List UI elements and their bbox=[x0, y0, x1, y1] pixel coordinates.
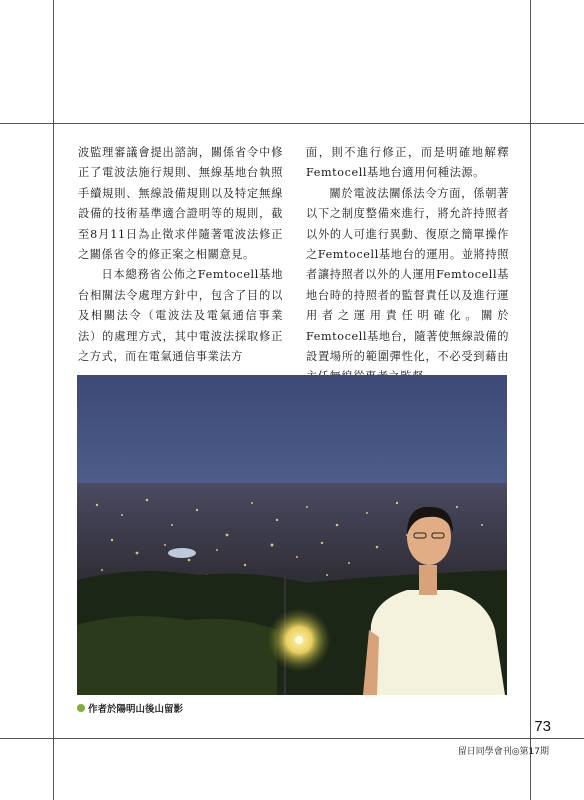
left-text-column bbox=[78, 143, 283, 367]
footer-publication-title: 留日同學會刊◎第17期 bbox=[457, 747, 549, 757]
left-paragraph-2: 日本總務省公佈之Femtocell基地台相關法令處理方針中，包含了目的以及相關法令（電波法及電氣通信事業法）的處理方式，其中電波法採取修正之方式，而在電氣通信事業法方 bbox=[78, 268, 283, 364]
left-paragraph-1: 波監理審議會提出諮詢，關係省令中修正了電波法施行規則、無線基地台執照手續規則、無線設備規則以及特定無線設備的技術基準適合證明等的規則，截至8月11日為止徵求伴隨著電波法修正之關係省令的修正案之相關意見。 bbox=[78, 146, 283, 262]
bullet-dot-icon bbox=[77, 704, 85, 712]
photo-illustration bbox=[77, 375, 507, 695]
crop-rule-left bbox=[53, 0, 54, 800]
night-city-view-photo bbox=[77, 375, 507, 695]
right-paragraph-2: 關於電波法關係法令方面，係朝著以下之制度整備來進行，將允許持照者以外的人可進行異動、復原之簡單操作之Femtocell基地台的運用。並將持照者讓持照者以外的人運用Femtocell基地台時的持照者的監督責任以及進行運用者之運用責任明確化。關於Femtocell基地台，隨著使無線設備的設置場所的範圍彈性化，不必受到藉由 bbox=[306, 186, 509, 364]
crop-rule-bottom bbox=[0, 738, 584, 739]
right-paragraph-1: 面，則不進行修正，而是明確地解釋Femtocell基地台適用何種法源。 bbox=[306, 146, 509, 180]
photo-caption bbox=[77, 701, 183, 715]
caption-text: 作者於陽明山後山留影 bbox=[88, 704, 184, 715]
crop-rule-right bbox=[530, 0, 531, 800]
right-text-column bbox=[306, 143, 509, 388]
page-number: 73 bbox=[534, 718, 551, 735]
crop-rule-top bbox=[0, 123, 584, 124]
